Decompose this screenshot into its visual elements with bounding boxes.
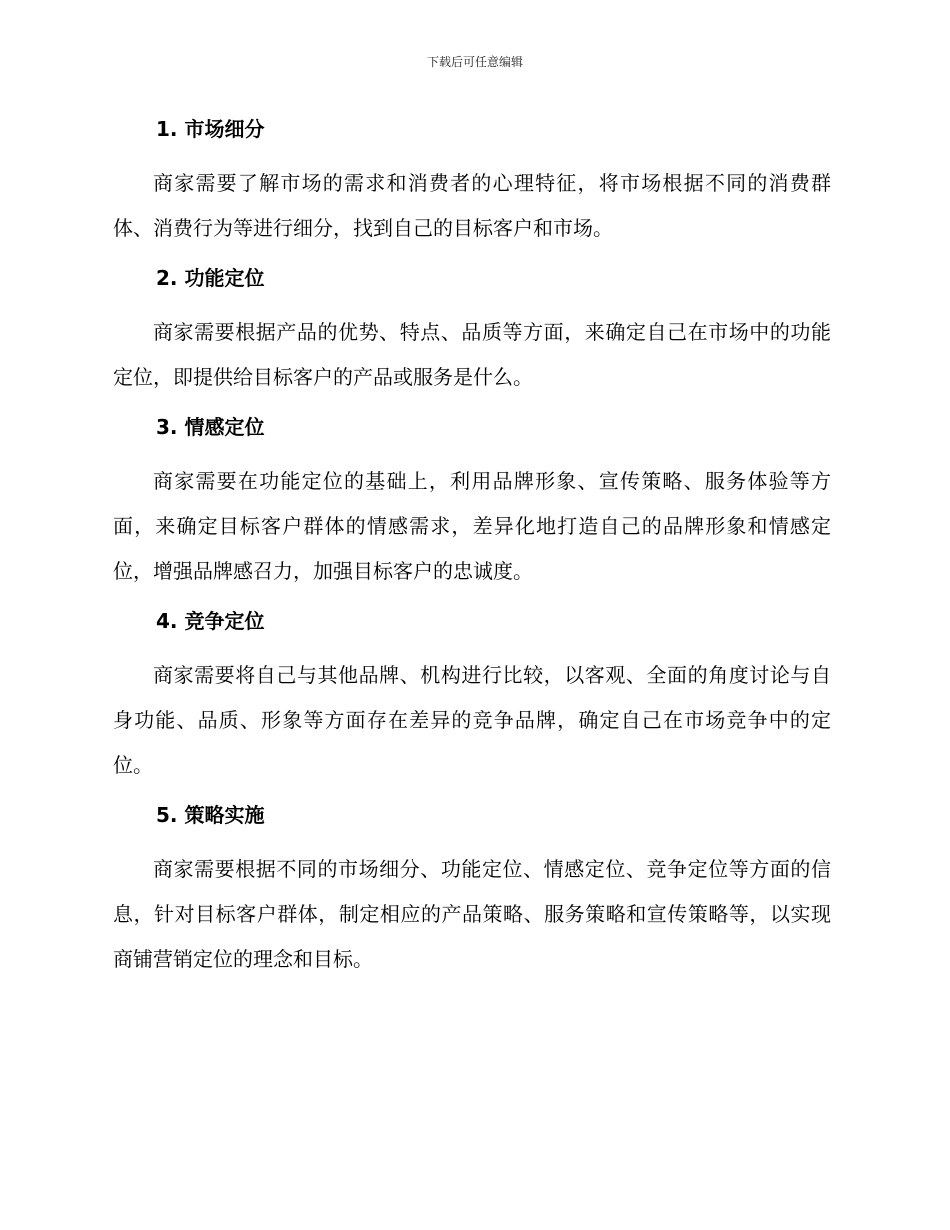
section-heading: 2. 功能定位 [156,266,265,290]
section-strategy-implementation [113,798,831,982]
section-paragraph: 商家需要根据不同的市场细分、功能定位、情感定位、竞争定位等方面的信息，针对目标客户群体，制定相应的产品策略、服务策略和宣传策略等，以实现商铺营销定位的理念和目标。 [113,857,831,971]
section-market-segmentation [113,112,831,251]
section-paragraph: 商家需要根据产品的优势、特点、品质等方面，来确定自己在市场中的功能定位，即提供给目标客户的产品或服务是什么。 [113,320,831,389]
section-competitive-positioning [113,604,831,788]
section-heading: 1. 市场细分 [156,117,265,141]
section-heading: 5. 策略实施 [156,803,265,827]
section-paragraph: 商家需要将自己与其他品牌、机构进行比较，以客观、全面的角度讨论与自身功能、品质、形象等方面存在差异的竞争品牌，确定自己在市场竞争中的定位。 [113,663,831,777]
section-paragraph: 商家需要了解市场的需求和消费者的心理特征，将市场根据不同的消费群体、消费行为等进行细分，找到自己的目标客户和市场。 [113,171,831,240]
section-functional-positioning [113,261,831,400]
section-heading: 3. 情感定位 [156,415,265,439]
section-paragraph: 商家需要在功能定位的基础上，利用品牌形象、宣传策略、服务体验等方面，来确定目标客户群体的情感需求，差异化地打造自己的品牌形象和情感定位，增强品牌感召力，加强目标客户的忠诚度。 [113,469,831,583]
document-body [113,112,831,982]
page-header: 下载后可任意编辑 [426,55,523,69]
section-emotional-positioning [113,410,831,594]
section-heading: 4. 竞争定位 [156,609,265,633]
